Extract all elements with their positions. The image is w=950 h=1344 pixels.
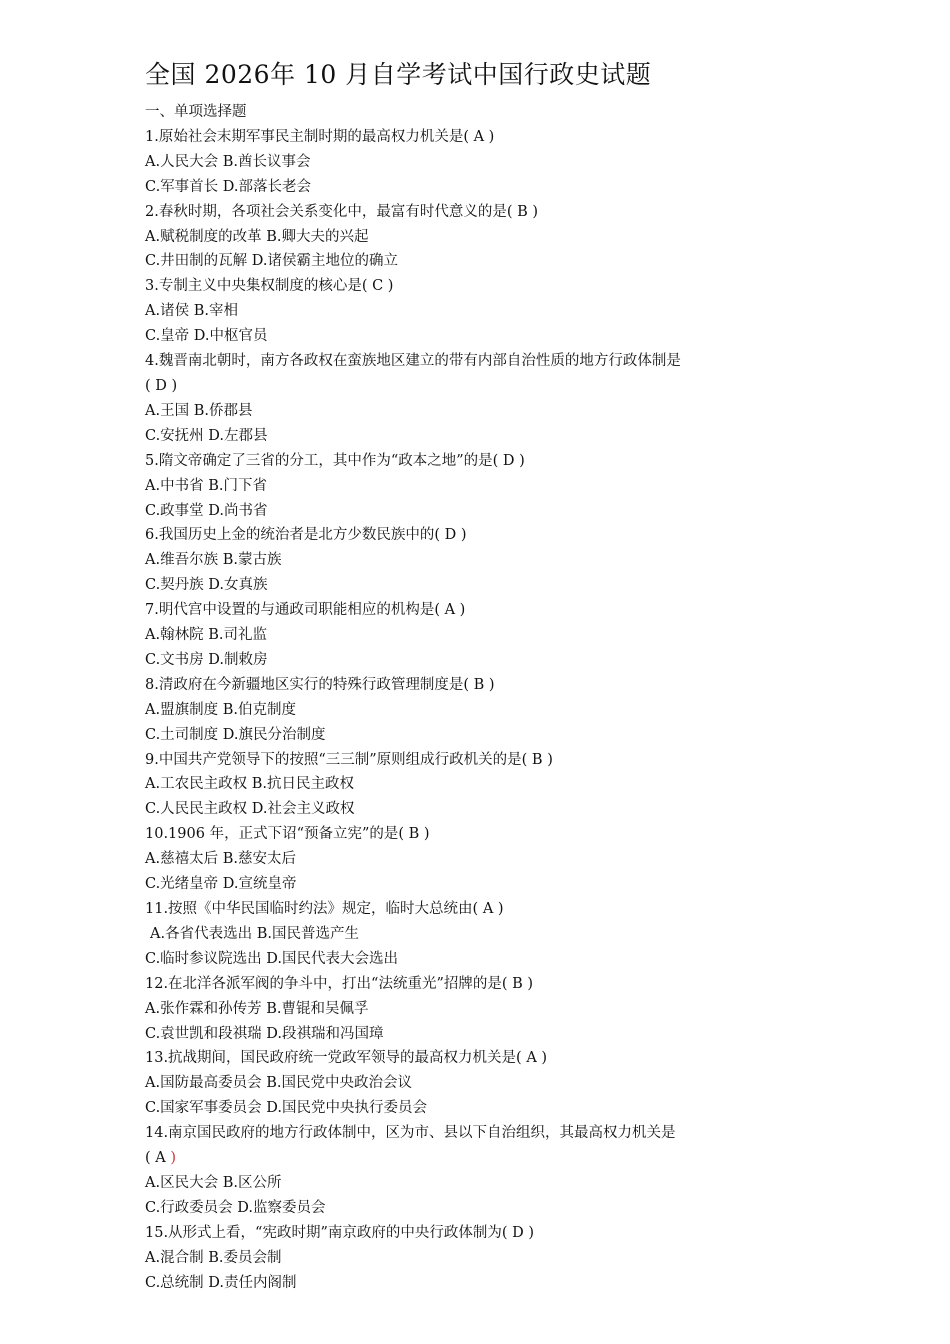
question-options-cd: C.政事堂 D.尚书省	[145, 502, 268, 519]
question-options-cd: C.文书房 D.制敕房	[145, 651, 268, 668]
question-options-cd: C.皇帝 D.中枢官员	[145, 328, 268, 345]
question-options-ab: A.国防最高委员会 B.国民党中央政治会议	[145, 1075, 412, 1092]
question-options-ab: A.混合制 B.委员会制	[145, 1249, 282, 1266]
question-options-ab: A.中书省 B.门下省	[145, 477, 267, 494]
question-options-cd: C.光绪皇帝 D.宣统皇帝	[145, 876, 297, 893]
question-options-cd: C.行政委员会 D.监察委员会	[145, 1199, 326, 1216]
question-stem: 8.清政府在今新疆地区实行的特殊行政管理制度是( B )	[145, 676, 495, 693]
document-title: 全国 2026年 10 月自学考试中国行政史试题	[145, 60, 652, 89]
question-stem: 10.1906 年，正式下诏“预备立宪”的是( B )	[145, 826, 430, 843]
question-options-ab: A.王国 B.侨郡县	[145, 402, 253, 419]
question-options-ab: A.赋税制度的改革 B.卿大夫的兴起	[145, 228, 369, 245]
question-options-cd: C.土司制度 D.旗民分治制度	[145, 726, 326, 743]
question-stem: 3.专制主义中央集权制度的核心是( C )	[145, 278, 394, 295]
question-1	[145, 125, 925, 200]
question-options-cd: C.契丹族 D.女真族	[145, 577, 268, 594]
question-8	[145, 673, 925, 748]
question-10	[145, 822, 925, 897]
question-stem-continued	[145, 1146, 925, 1171]
question-stem: 11.按照《中华民国临时约法》规定，临时大总统由( A )	[145, 901, 504, 917]
question-options-ab: A.张作霖和孙传芳 B.曹锟和吴佩孚	[145, 1000, 369, 1017]
question-options-ab: A.盟旗制度 B.伯克制度	[145, 701, 296, 718]
question-stem: 13.抗战期间，国民政府统一党政军领导的最高权力机关是( A )	[145, 1050, 548, 1067]
question-stem: 12.在北洋各派军阀的争斗中，打出“法统重光”招牌的是( B )	[145, 975, 534, 992]
question-options-cd: C.井田制的瓦解 D.诸侯霸主地位的确立	[145, 253, 399, 270]
question-options-ab: A.翰林院 B.司礼监	[145, 627, 267, 644]
question-5	[145, 449, 925, 524]
question-options-ab: A.人民大会 B.酋长议事会	[145, 153, 311, 170]
question-3	[145, 274, 925, 349]
question-stem: 14.南京国民政府的地方行政体制中，区为市、县以下自治组织，其最高权力机关是	[145, 1125, 676, 1142]
question-9	[145, 748, 925, 823]
question-options-ab: A.区民大会 B.区公所	[145, 1174, 282, 1191]
question-12	[145, 972, 925, 1047]
question-options-cd: C.临时参议院选出 D.国民代表大会选出	[145, 950, 399, 967]
question-options-ab: A.维吾尔族 B.蒙古族	[145, 552, 282, 569]
exam-document	[145, 58, 925, 1296]
question-stem: 5.隋文帝确定了三省的分工，其中作为“政本之地”的是( D )	[145, 452, 525, 469]
question-2	[145, 200, 925, 275]
question-options-ab: A.诸侯 B.宰相	[145, 303, 238, 320]
question-options-cd: C.军事首长 D.部落长老会	[145, 178, 312, 195]
question-options-cd: C.总统制 D.责任内阁制	[145, 1274, 297, 1291]
question-stem: 4.魏晋南北朝时，南方各政权在蛮族地区建立的带有内部自治性质的地方行政体制是	[145, 353, 681, 370]
question-options-cd: C.安抚州 D.左郡县	[145, 427, 268, 444]
question-options-cd: C.国家军事委员会 D.国民党中央执行委员会	[145, 1100, 428, 1117]
question-stem: 7.明代宫中设置的与通政司职能相应的机构是( A )	[145, 602, 466, 619]
question-stem: 1.原始社会末期军事民主制时期的最高权力机关是( A )	[145, 128, 495, 145]
answer-closing-paren: )	[170, 1150, 177, 1167]
question-stem-continued: ( D )	[145, 377, 178, 394]
question-stem: 15.从形式上看，“宪政时期”南京政府的中央行政体制为( D )	[145, 1224, 535, 1241]
question-options-ab: A.各省代表选出 B.国民普选产生	[150, 925, 359, 942]
question-11	[145, 897, 925, 972]
question-stem: 9.中国共产党领导下的按照“三三制”原则组成行政机关的是( B )	[145, 751, 553, 768]
answer-text: ( A	[145, 1150, 171, 1167]
question-stem: 6.我国历史上金的统治者是北方少数民族中的( D )	[145, 527, 467, 544]
question-14	[145, 1121, 925, 1221]
question-options-cd: C.袁世凯和段祺瑞 D.段祺瑞和冯国璋	[145, 1025, 384, 1042]
question-stem: 2.春秋时期，各项社会关系变化中，最富有时代意义的是( B )	[145, 203, 539, 220]
question-4	[145, 349, 925, 449]
question-options-ab: A.工农民主政权 B.抗日民主政权	[145, 776, 354, 793]
question-options-cd: C.人民民主政权 D.社会主义政权	[145, 801, 355, 818]
section-heading: 一、单项选择题	[145, 104, 247, 120]
question-7	[145, 598, 925, 673]
question-15	[145, 1221, 925, 1296]
question-13	[145, 1046, 925, 1121]
question-6	[145, 523, 925, 598]
question-options-ab: A.慈禧太后 B.慈安太后	[145, 851, 296, 868]
